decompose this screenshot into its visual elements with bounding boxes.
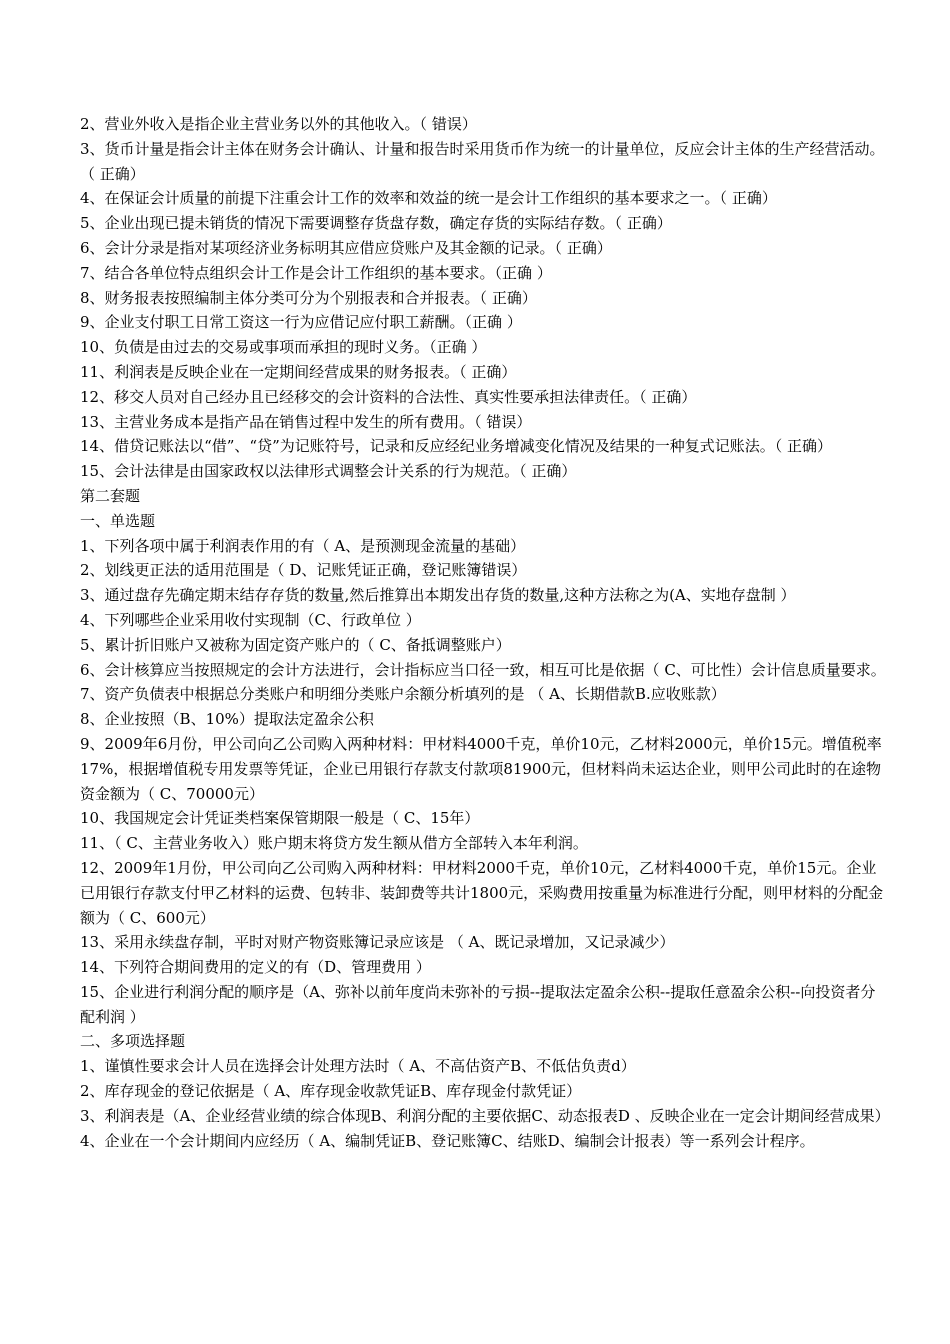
text-line-sc-9: 9、2009年6月份，甲公司向乙公司购入两种材料：甲材料4000千克，单价10元，乙材料2000元，单价15元。增值税率17%，根据增值税专用发票等凭证，企业已用银行存款支付款项81900元，但材料尚未运达企业，则甲公司此时的在途物资金额为（ C、70000元）	[80, 734, 882, 803]
text-line-tf-8: 8、财务报表按照编制主体分类可分为个别报表和合并报表。（ 正确）	[80, 288, 537, 307]
text-line-mc-1: 1、谨慎性要求会计人员在选择会计处理方法时（ A、不高估资产B、不低估负责d）	[80, 1057, 636, 1076]
section-title-set-2: 第二套题	[80, 486, 141, 505]
text-line-tf-6: 6、会计分录是指对某项经济业务标明其应借应贷账户及其金额的记录。（ 正确）	[80, 238, 612, 257]
text-line-mc-4: 4、企业在一个会计期间内应经历（ A、编制凭证B、登记账簿C、结账D、编制会计报表）等一系列会计程序。	[80, 1131, 815, 1150]
text-line-sc-2: 2、划线更正法的适用范围是（ D、记账凭证正确，登记账簿错误）	[80, 561, 527, 580]
text-line-tf-11: 11、利润表是反映企业在一定期间经营成果的财务报表。（ 正确）	[80, 362, 517, 381]
text-line-tf-3: 3、货币计量是指会计主体在财务会计确认、计量和报告时采用货币作为统一的计量单位，反应会计主体的生产经营活动。（ 正确）	[80, 139, 885, 183]
section-heading-multiple-choice: 二、多项选择题	[80, 1032, 186, 1051]
text-line-mc-2: 2、库存现金的登记依据是（ A、库存现金收款凭证B、库存现金付款凭证）	[80, 1082, 582, 1101]
text-line-tf-4: 4、在保证会计质量的前提下注重会计工作的效率和效益的统一是会计工作组织的基本要求之一。（ 正确）	[80, 189, 777, 208]
text-line-sc-7: 7、资产负债表中根据总分类账户和明细分类账户余额分析填列的是 （ A、长期借款B.应收账款）	[80, 685, 726, 704]
text-line-tf-13: 13、主营业务成本是指产品在销售过程中发生的所有费用。（ 错误）	[80, 412, 532, 431]
text-line-sc-5: 5、累计折旧账户又被称为固定资产账户的（ C、备抵调整账户）	[80, 635, 511, 654]
text-line-sc-14: 14、下列符合期间费用的定义的有（D、管理费用 ）	[80, 958, 431, 977]
text-line-tf-15: 15、会计法律是由国家政权以法律形式调整会计关系的行为规范。（ 正确）	[80, 462, 577, 481]
text-line-tf-12: 12、移交人员对自己经办且已经移交的会计资料的合法性、真实性要承担法律责任。（ 正确）	[80, 387, 697, 406]
document-page	[80, 112, 890, 1153]
section-heading-single-choice: 一、单选题	[80, 511, 156, 530]
text-line-tf-5: 5、企业出现已提未销货的情况下需要调整存货盘存数，确定存货的实际结存数。（ 正确）	[80, 214, 672, 233]
text-line-mc-3: 3、利润表是（A、企业经营业绩的综合体现B、利润分配的主要依据C、动态报表D 、反映企业在一定会计期间经营成果）	[80, 1106, 890, 1125]
text-line-sc-1: 1、下列各项中属于利润表作用的有（ A、是预测现金流量的基础）	[80, 536, 526, 555]
text-line-sc-6: 6、会计核算应当按照规定的会计方法进行，会计指标应当口径一致，相互可比是依据（ C、可比性）会计信息质量要求。	[80, 660, 886, 679]
text-line-sc-11: 11、（ C、主营业务收入）账户期末将贷方发生额从借方全部转入本年利润。	[80, 834, 588, 853]
text-line-tf-14: 14、借贷记账法以“借”、“贷”为记账符号，记录和反应经纪业务增减变化情况及结果的一种复式记账法。（ 正确）	[80, 437, 833, 456]
text-line-tf-7: 7、结合各单位特点组织会计工作是会计工作组织的基本要求。（正确 ）	[80, 263, 552, 282]
text-line-sc-4: 4、下列哪些企业采用收付实现制（C、行政单位 ）	[80, 610, 421, 629]
text-line-tf-2: 2、营业外收入是指企业主营业务以外的其他收入。（ 错误）	[80, 115, 477, 133]
text-line-sc-13: 13、采用永续盘存制，平时对财产物资账簿记录应该是 （ A、既记录增加，又记录减少）	[80, 933, 675, 952]
text-line-sc-15: 15、企业进行利润分配的顺序是（A、弥补以前年度尚未弥补的亏损--提取法定盈余公积--提取任意盈余公积--向投资者分配利润 ）	[80, 982, 876, 1026]
text-line-sc-12: 12、2009年1月份，甲公司向乙公司购入两种材料：甲材料2000千克，单价10元，乙材料4000千克，单价15元。企业已用银行存款支付甲乙材料的运费、包转非、装卸费等共计1800元，采购费用按重量为标准进行分配，则甲材料的分配金额为（ C、600元）	[80, 858, 884, 927]
text-line-sc-10: 10、我国规定会计凭证类档案保管期限一般是（ C、15年）	[80, 809, 480, 828]
text-line-tf-9: 9、企业支付职工日常工资这一行为应借记应付职工薪酬。（正确 ）	[80, 313, 522, 332]
text-line-sc-3: 3、通过盘存先确定期末结存存货的数量,然后推算出本期发出存货的数量,这种方法称之为(A、实地存盘制 ）	[80, 586, 796, 605]
text-line-sc-8: 8、企业按照（B、10%）提取法定盈余公积	[80, 710, 374, 729]
text-line-tf-10: 10、负债是由过去的交易或事项而承担的现时义务。（正确 ）	[80, 338, 487, 357]
